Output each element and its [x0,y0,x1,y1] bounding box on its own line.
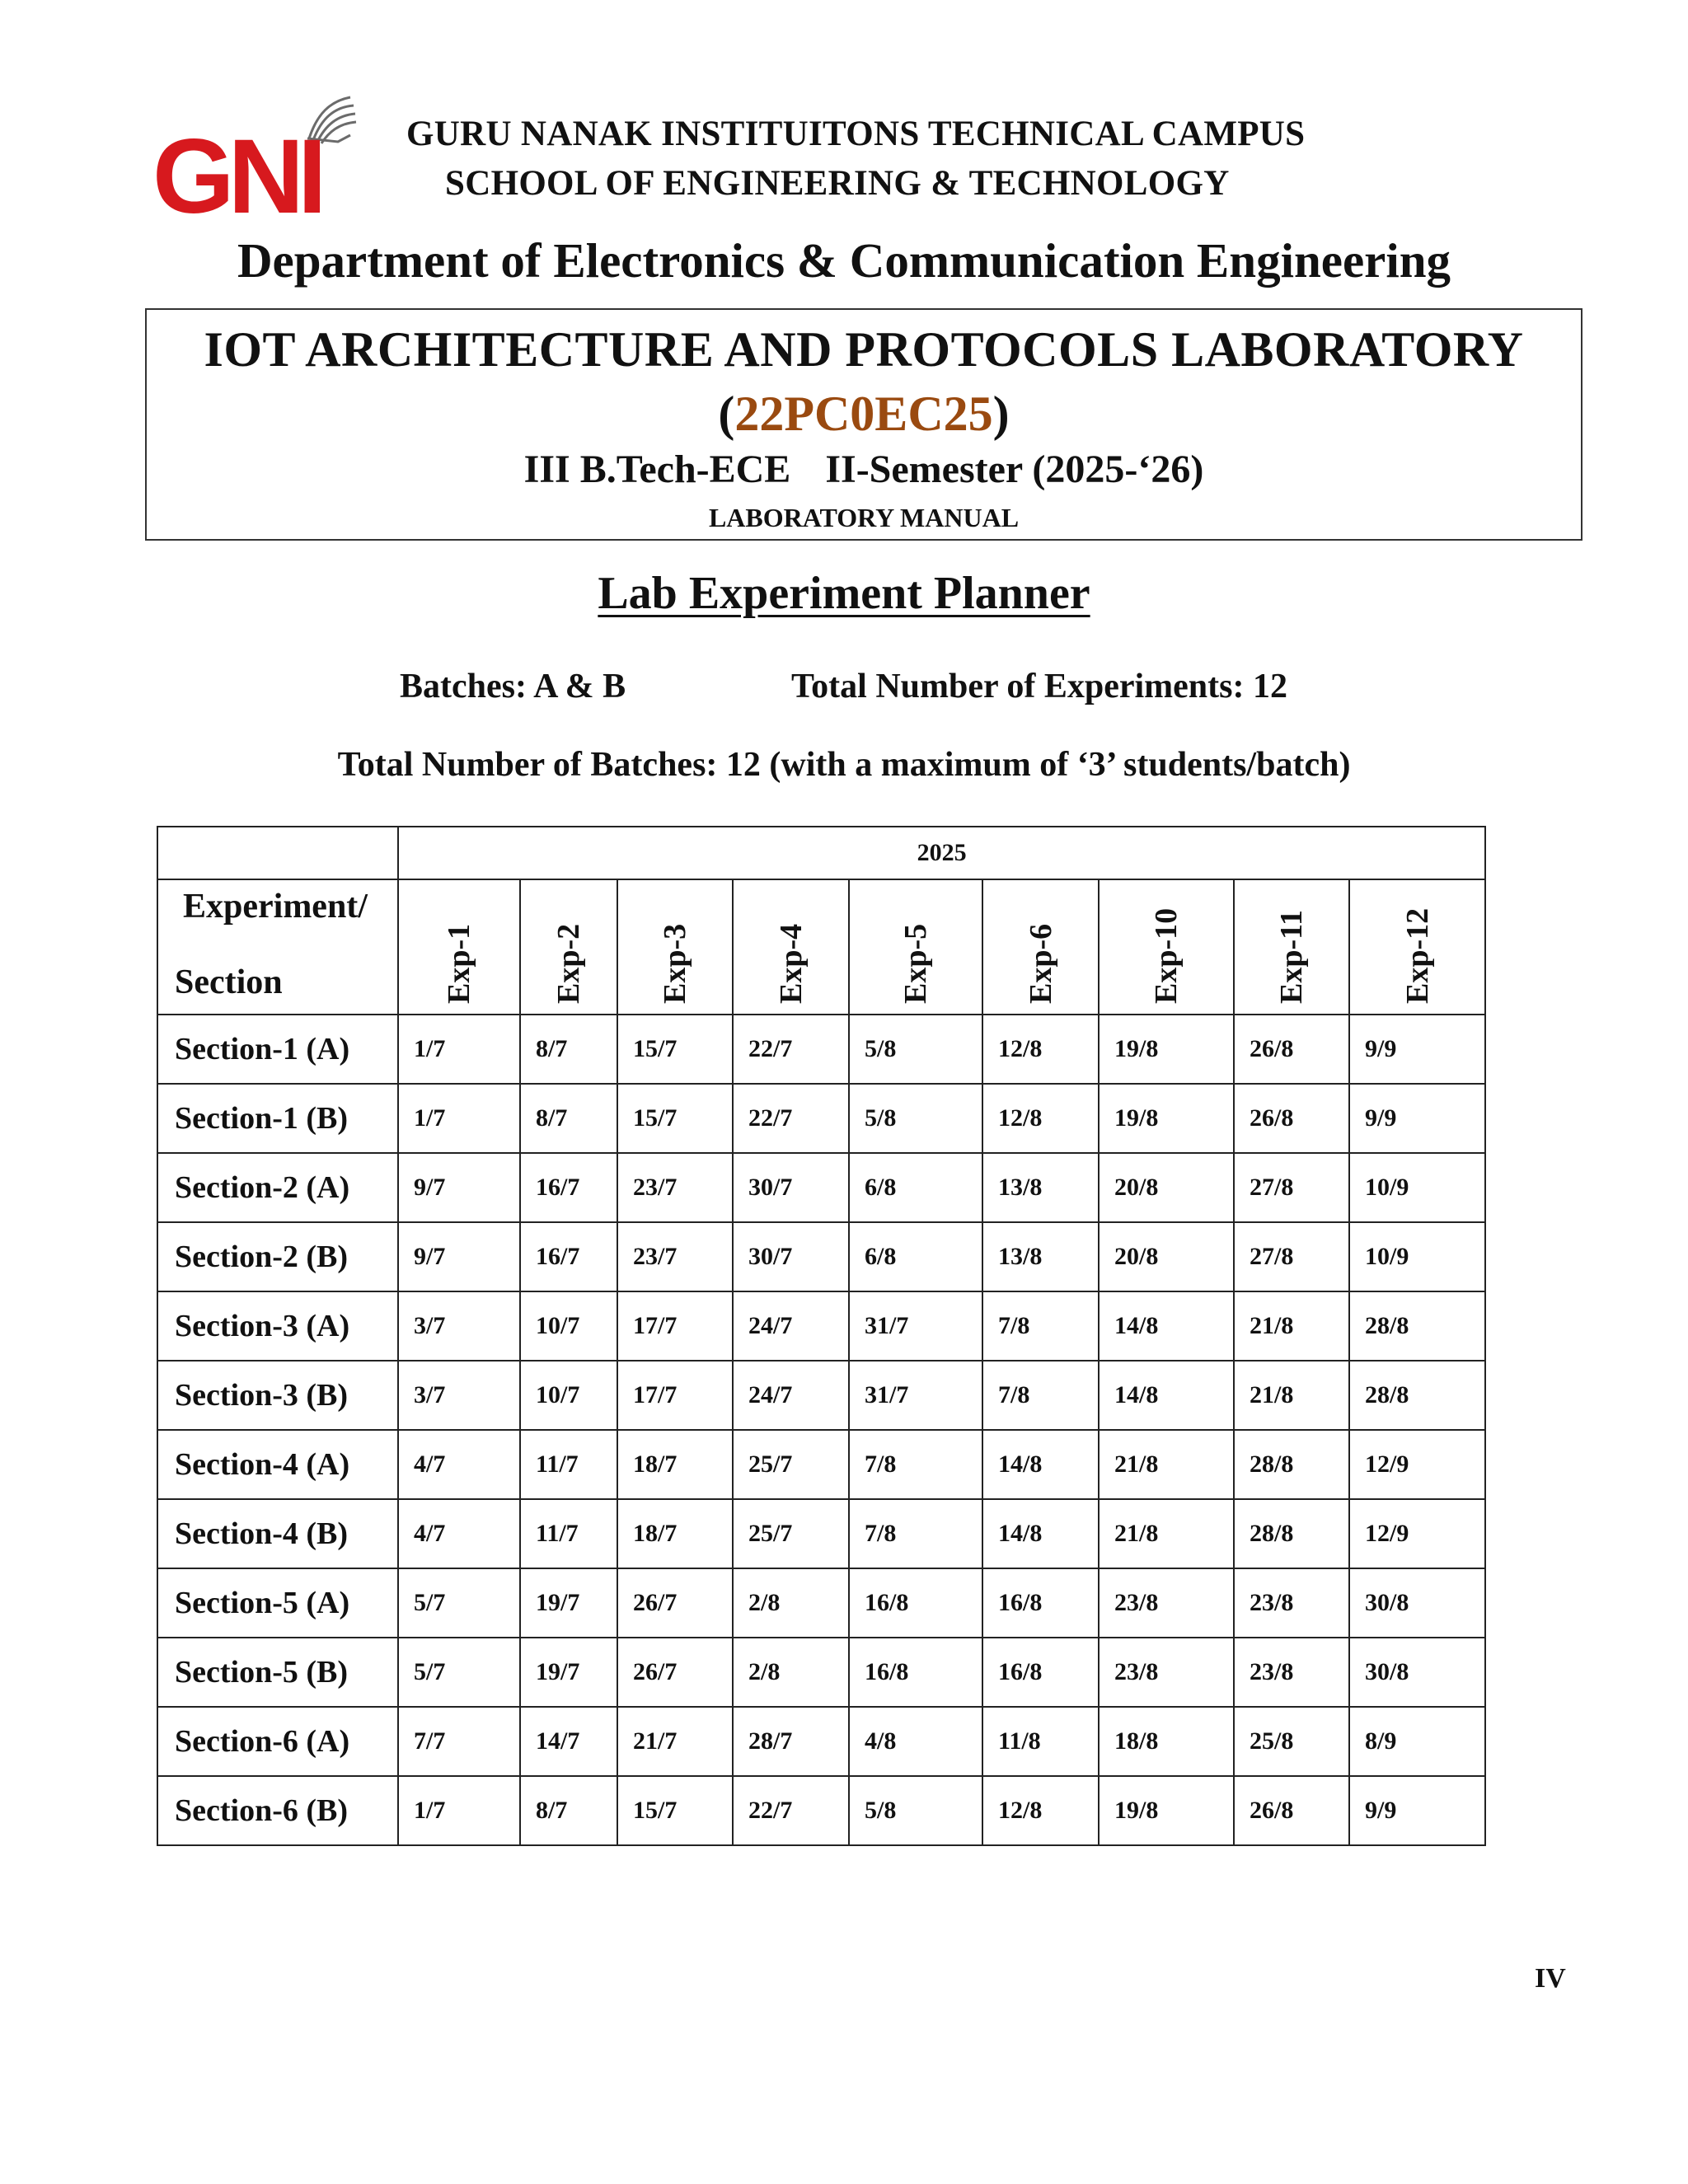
table-cell-date: 7/8 [982,1361,1099,1430]
table-row [157,1291,1485,1361]
program-semester-line [147,447,1581,492]
table-row [157,1015,1485,1084]
table-cell-date: 25/8 [1234,1707,1349,1776]
table-cell-date: 27/8 [1234,1222,1349,1291]
table-cell-date: 8/9 [1349,1707,1485,1776]
table-cell-date: 9/7 [398,1153,520,1222]
table-cell-date: 30/7 [733,1153,849,1222]
corner-label-experiment: Experiment/ [183,888,368,926]
column-header [1234,879,1349,1015]
manual-label: LABORATORY MANUAL [708,503,1020,532]
column-header-label: Exp-5 [898,923,933,1004]
column-header [1099,879,1234,1015]
table-cell-date: 19/8 [1099,1776,1234,1845]
course-code-line [147,386,1581,443]
row-section-label: Section-4 (B) [157,1499,398,1568]
table-cell-date: 19/7 [520,1568,617,1638]
table-cell-date: 19/8 [1099,1084,1234,1153]
table-cell-date: 26/8 [1234,1015,1349,1084]
column-header-label: Exp-1 [442,923,476,1004]
table-cell-date: 20/8 [1099,1153,1234,1222]
year-header: 2025 [398,827,1485,879]
table-row [157,1638,1485,1707]
table-cell-date: 8/7 [520,1776,617,1845]
table-cell-date: 25/7 [733,1430,849,1499]
table-cell-date: 5/8 [849,1015,982,1084]
header-row [157,879,1485,1015]
table-cell-date: 21/8 [1099,1430,1234,1499]
table-cell-date: 7/7 [398,1707,520,1776]
table-cell-date: 14/8 [1099,1361,1234,1430]
column-header-label: Exp-6 [1023,923,1058,1004]
table-cell-date: 1/7 [398,1084,520,1153]
table-cell-date: 7/8 [849,1430,982,1499]
table-cell-date: 16/8 [982,1638,1099,1707]
table-cell-date: 28/8 [1234,1499,1349,1568]
table-row [157,1153,1485,1222]
row-section-label: Section-2 (A) [157,1153,398,1222]
institution-logo [152,89,359,221]
row-section-label: Section-6 (A) [157,1707,398,1776]
table-cell-date: 17/7 [617,1361,733,1430]
table-cell-date: 4/8 [849,1707,982,1776]
table-cell-date: 5/8 [849,1084,982,1153]
table-row [157,1707,1485,1776]
table-cell-date: 9/9 [1349,1015,1485,1084]
table-cell-date: 23/8 [1099,1638,1234,1707]
table-cell-date: 5/7 [398,1568,520,1638]
page-number: IV [1535,1963,1566,1994]
table-cell-date: 31/7 [849,1361,982,1430]
table-cell-date: 5/7 [398,1638,520,1707]
table-cell-date: 6/8 [849,1153,982,1222]
total-batches-info: Total Number of Batches: 12 (with a maximum of ‘3’ students/batch) [337,746,1351,784]
paren-open: ( [718,387,735,441]
table-cell-date: 21/7 [617,1707,733,1776]
table-cell-date: 12/8 [982,1084,1099,1153]
department-name: Department of Electronics & Communication Engineering [237,233,1451,288]
column-header [1349,879,1485,1015]
table-cell-date: 8/7 [520,1084,617,1153]
table-cell-date: 28/7 [733,1707,849,1776]
column-header-label: Exp-12 [1400,907,1435,1004]
table-cell-date: 14/8 [982,1430,1099,1499]
column-header [398,879,520,1015]
semester: II-Semester (2025-‘26) [825,448,1204,491]
table-cell-date: 19/8 [1099,1015,1234,1084]
table-cell-date: 20/8 [1099,1222,1234,1291]
table-cell-date: 1/7 [398,1015,520,1084]
table-cell-date: 18/7 [617,1430,733,1499]
course-code: 22PC0EC25 [734,387,993,441]
table-cell-date: 24/7 [733,1361,849,1430]
table-cell-date: 26/8 [1234,1776,1349,1845]
year-row [157,827,1485,879]
table-cell-date: 1/7 [398,1776,520,1845]
table-cell-date: 4/7 [398,1430,520,1499]
table-cell-date: 22/7 [733,1776,849,1845]
table-cell-date: 26/8 [1234,1084,1349,1153]
row-section-label: Section-1 (B) [157,1084,398,1153]
table-cell-date: 25/7 [733,1499,849,1568]
table-cell-date: 22/7 [733,1084,849,1153]
column-header-label: Exp-10 [1149,907,1184,1004]
table-cell-date: 5/8 [849,1776,982,1845]
experiment-planner-table [157,826,1486,1846]
column-header [520,879,617,1015]
table-cell-date: 14/8 [1099,1291,1234,1361]
table-row [157,1361,1485,1430]
column-header-label: Exp-11 [1274,909,1309,1004]
table-cell-date: 30/8 [1349,1568,1485,1638]
table-cell-date: 23/8 [1234,1568,1349,1638]
course-title-box [145,308,1582,541]
table-cell-date: 10/7 [520,1291,617,1361]
column-header [733,879,849,1015]
table-cell-date: 11/8 [982,1707,1099,1776]
table-cell-date: 24/7 [733,1291,849,1361]
table-row [157,1499,1485,1568]
table-cell-date: 21/8 [1099,1499,1234,1568]
table-cell-date: 26/7 [617,1568,733,1638]
table-cell-date: 14/8 [982,1499,1099,1568]
row-section-label: Section-4 (A) [157,1430,398,1499]
total-experiments-info: Total Number of Experiments: 12 [791,668,1287,705]
table-cell-date: 23/7 [617,1222,733,1291]
table-cell-date: 22/7 [733,1015,849,1084]
row-section-label: Section-2 (B) [157,1222,398,1291]
column-header-label: Exp-4 [773,923,809,1004]
row-section-label: Section-5 (A) [157,1568,398,1638]
table-row [157,1084,1485,1153]
table-cell-date: 2/8 [733,1568,849,1638]
table-cell-date: 23/7 [617,1153,733,1222]
row-section-label: Section-6 (B) [157,1776,398,1845]
column-header-label: Exp-3 [658,923,692,1004]
row-section-label: Section-3 (A) [157,1291,398,1361]
table-cell-date: 9/9 [1349,1776,1485,1845]
batches-info: Batches: A & B [400,668,626,705]
column-header-label: Exp-2 [551,923,586,1004]
table-cell-date: 3/7 [398,1361,520,1430]
row-section-label: Section-3 (B) [157,1361,398,1430]
school-name: SCHOOL OF ENGINEERING & TECHNOLOGY [445,164,1230,203]
column-header [849,879,982,1015]
table-cell-date: 16/7 [520,1222,617,1291]
table-cell-date: 26/7 [617,1638,733,1707]
table-cell-date: 21/8 [1234,1291,1349,1361]
corner-header [157,879,398,1015]
table-cell-date: 30/8 [1349,1638,1485,1707]
table-cell-date: 15/7 [617,1084,733,1153]
blank-corner-top [157,827,398,879]
table-row [157,1776,1485,1845]
institution-name: GURU NANAK INSTITUITONS TECHNICAL CAMPUS [406,115,1306,153]
table-cell-date: 7/8 [849,1499,982,1568]
table-cell-date: 8/7 [520,1015,617,1084]
corner-label-section: Section [175,963,283,1001]
table-row [157,1568,1485,1638]
table-cell-date: 16/8 [982,1568,1099,1638]
planner-title: Lab Experiment Planner [598,568,1090,619]
table-cell-date: 13/8 [982,1153,1099,1222]
table-cell-date: 28/8 [1349,1361,1485,1430]
table-row [157,1430,1485,1499]
logo-text: GNI [152,118,321,221]
table-cell-date: 28/8 [1349,1291,1485,1361]
table-cell-date: 2/8 [733,1638,849,1707]
table-cell-date: 7/8 [982,1291,1099,1361]
table-cell-date: 9/9 [1349,1084,1485,1153]
table-cell-date: 16/8 [849,1568,982,1638]
table-cell-date: 31/7 [849,1291,982,1361]
lab-name: IOT ARCHITECTURE AND PROTOCOLS LABORATORY [204,322,1524,377]
table-cell-date: 12/8 [982,1776,1099,1845]
column-header [617,879,733,1015]
table-cell-date: 3/7 [398,1291,520,1361]
table-cell-date: 18/7 [617,1499,733,1568]
column-header [982,879,1099,1015]
table-cell-date: 12/9 [1349,1499,1485,1568]
table-cell-date: 10/7 [520,1361,617,1430]
table-cell-date: 11/7 [520,1499,617,1568]
table-cell-date: 16/8 [849,1638,982,1707]
table-cell-date: 23/8 [1099,1568,1234,1638]
table-cell-date: 19/7 [520,1638,617,1707]
table-cell-date: 9/7 [398,1222,520,1291]
table-cell-date: 17/7 [617,1291,733,1361]
table-cell-date: 4/7 [398,1499,520,1568]
table-cell-date: 15/7 [617,1015,733,1084]
row-section-label: Section-5 (B) [157,1638,398,1707]
table-cell-date: 13/8 [982,1222,1099,1291]
table-cell-date: 10/9 [1349,1222,1485,1291]
table-cell-date: 14/7 [520,1707,617,1776]
table-cell-date: 6/8 [849,1222,982,1291]
table-row [157,1222,1485,1291]
program: III B.Tech-ECE [523,448,791,491]
table-cell-date: 21/8 [1234,1361,1349,1430]
table-cell-date: 12/9 [1349,1430,1485,1499]
table-cell-date: 28/8 [1234,1430,1349,1499]
table-cell-date: 18/8 [1099,1707,1234,1776]
table-cell-date: 10/9 [1349,1153,1485,1222]
table-cell-date: 23/8 [1234,1638,1349,1707]
table-cell-date: 16/7 [520,1153,617,1222]
table-cell-date: 15/7 [617,1776,733,1845]
paren-close: ) [992,387,1010,441]
table-cell-date: 30/7 [733,1222,849,1291]
table-cell-date: 12/8 [982,1015,1099,1084]
table-cell-date: 11/7 [520,1430,617,1499]
table-cell-date: 27/8 [1234,1153,1349,1222]
row-section-label: Section-1 (A) [157,1015,398,1084]
